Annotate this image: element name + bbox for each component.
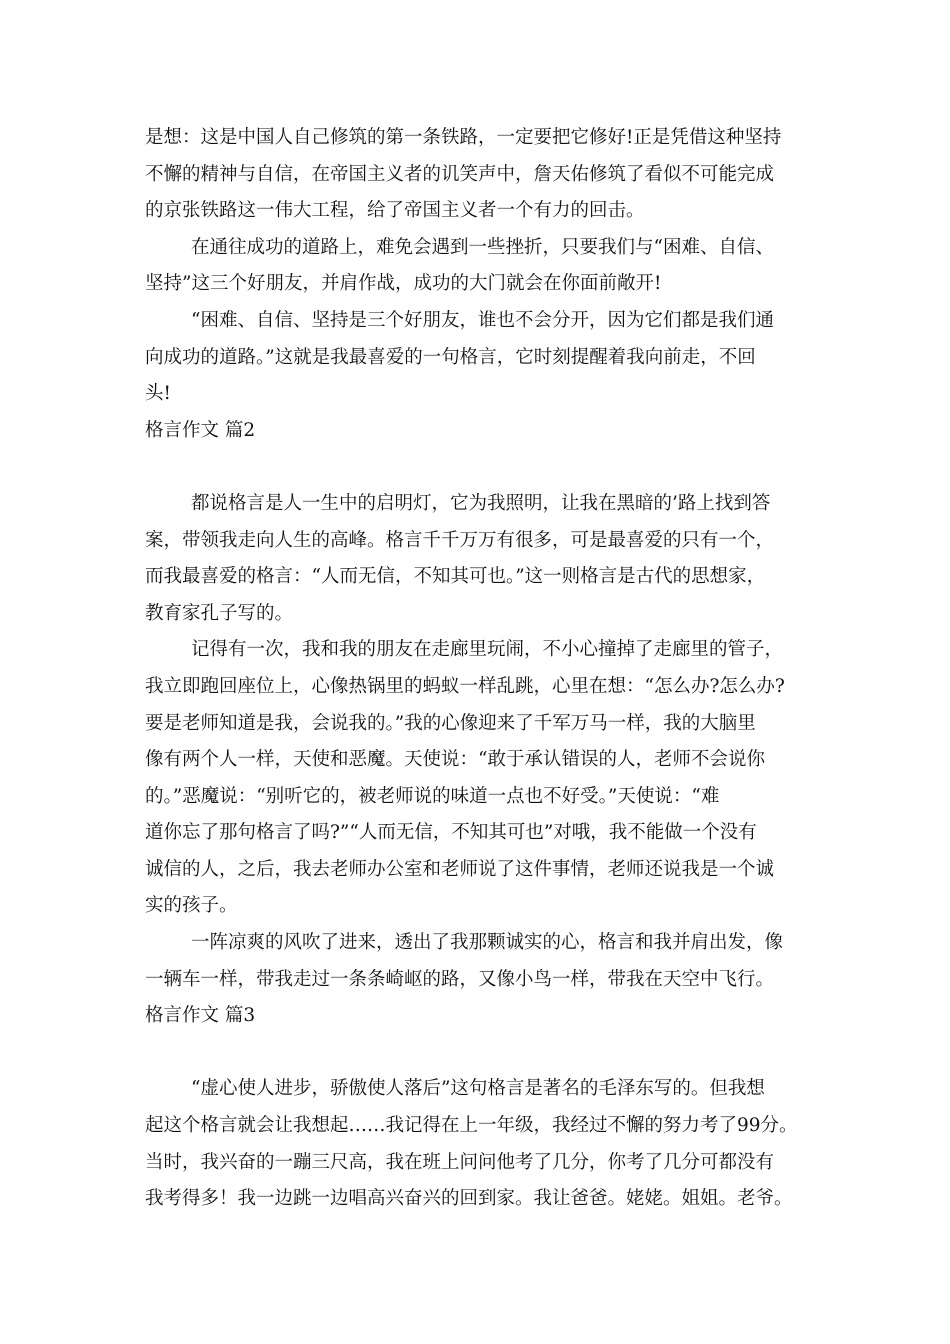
article-body <box>145 120 810 1218</box>
text-line: 不懈的精神与自信，在帝国主义者的讥笑声中，詹天佑修筑了看似不可能完成 <box>145 163 775 185</box>
text-line: 记得有一次，我和我的朋友在走廊里玩闹，不小心撞掉了走廊里的管子， <box>191 639 784 661</box>
text-line: 当时，我兴奋的一蹦三尺高，我在班上问问他考了几分，你考了几分可都没有 <box>145 1151 775 1173</box>
text-line: “困难、自信、坚持是三个好朋友，谁也不会分开，因为它们都是我们通 <box>191 309 774 331</box>
text-line: 向成功的道路。”这就是我最喜爱的一句格言，它时刻提醒着我向前走，不回 <box>145 346 756 368</box>
text-line: 诚信的人，之后，我去老师办公室和老师说了这件事情，老师还说我是一个诚 <box>145 858 775 880</box>
section-spacer <box>145 1035 810 1072</box>
text-line: 一阵凉爽的风吹了进来，透出了我那颗诚实的心，格言和我并肩出发，像 <box>191 932 784 954</box>
text-line: 在通往成功的道路上，难免会遇到一些挫折，只要我们与“困难、自信、 <box>191 236 774 258</box>
section-spacer <box>145 449 810 486</box>
text-line: 而我最喜爱的格言：“人而无信，不知其可也。”这一则格言是古代的思想家， <box>145 566 766 588</box>
section-heading: 格言作文 篇2 <box>145 419 256 441</box>
text-line: “虚心使人进步，骄傲使人落后”这句格言是著名的毛泽东写的。但我想 <box>191 1078 765 1100</box>
text-line: 头! <box>145 383 171 405</box>
section-heading: 格言作文 篇3 <box>145 1005 256 1027</box>
text-line: 我立即跑回座位上，心像热锅里的蚂蚁一样乱跳，心里在想：“怎么办?怎么办? <box>145 675 785 697</box>
text-line: 的。”恶魔说：“别听它的，被老师说的味道一点也不好受。”天使说：“难 <box>145 785 720 807</box>
text-line: 案，带领我走向人生的高峰。格言千千万万有很多，可是最喜爱的只有一个， <box>145 529 775 551</box>
text-line: 道你忘了那句格言了吗?”“人而无信，不知其可也”对哦，我不能做一个没有 <box>145 822 757 844</box>
text-line: 是想：这是中国人自己修筑的第一条铁路，一定要把它修好!正是凭借这种坚持 <box>145 127 782 148</box>
text-line: 起这个格言就会让我想起……我记得在上一年级，我经过不懈的努力考了99分。 <box>145 1115 798 1137</box>
text-line: 坚持”这三个好朋友，并肩作战，成功的大门就会在你面前敞开! <box>145 273 662 295</box>
text-line: 的京张铁路这一伟大工程，给了帝国主义者一个有力的回击。 <box>145 200 645 222</box>
text-line: 实的孩子。 <box>145 895 238 917</box>
text-line: 都说格言是人一生中的启明灯，它为我照明，让我在黑暗的’路上找到答 <box>191 492 771 514</box>
text-line: 我考得多！我一边跳一边唱高兴奋兴的回到家。我让爸爸。姥姥。姐姐。老爷。 <box>145 1188 793 1210</box>
text-line: 教育家孔子写的。 <box>145 602 294 624</box>
text-line: 一辆车一样，带我走过一条条崎岖的路，又像小鸟一样，带我在天空中飞行。 <box>145 968 775 990</box>
text-line: 要是老师知道是我，会说我的。”我的心像迎来了千军万马一样，我的大脑里 <box>145 712 756 734</box>
text-line: 像有两个人一样，天使和恶魔。天使说：“敢于承认错误的人，老师不会说你 <box>145 749 765 771</box>
